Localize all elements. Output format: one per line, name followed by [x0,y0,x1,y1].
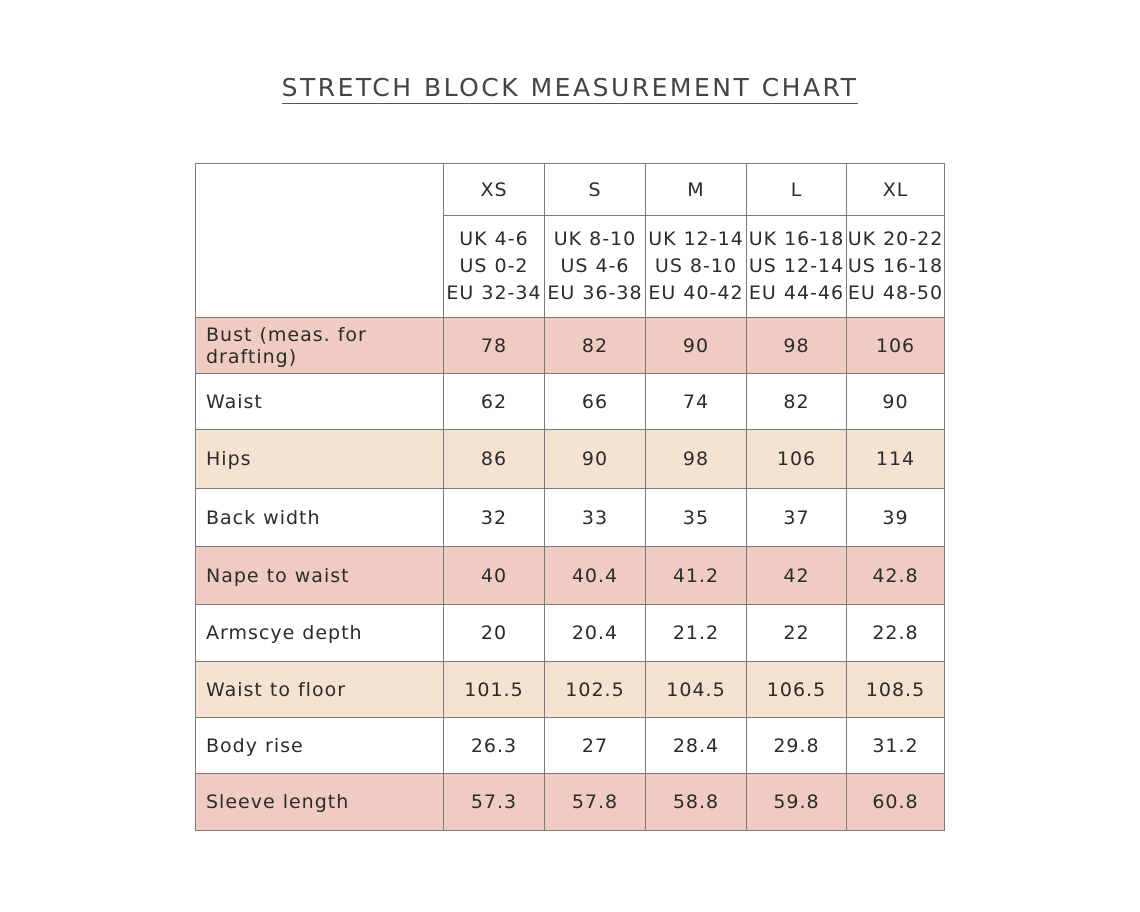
size-conversion-cell [545,216,646,318]
us-size: US 16-18 [847,255,944,277]
measurement-label: Sleeve length [196,774,444,831]
measurement-value: 37 [747,489,847,547]
measurement-row-hips [196,430,945,489]
measurement-row-waist-to-floor [196,662,945,718]
measurement-value: 86 [444,430,545,489]
size-header-row [196,164,945,216]
us-size: US 12-14 [748,255,845,277]
size-conversion-cell [747,216,847,318]
measurement-value: 42.8 [847,547,945,605]
measurement-row-sleeve-length [196,774,945,831]
measurement-value: 106.5 [747,662,847,718]
measurement-value: 21.2 [646,605,747,662]
measurement-value: 57.8 [545,774,646,831]
measurement-value: 31.2 [847,718,945,774]
measurement-value: 90 [545,430,646,489]
eu-size: EU 32-34 [446,282,542,304]
measurement-value: 82 [545,318,646,374]
size-label: XL [847,164,945,216]
measurement-value: 41.2 [646,547,747,605]
measurement-value: 57.3 [444,774,545,831]
measurement-value: 39 [847,489,945,547]
measurement-value: 90 [646,318,747,374]
measurement-value: 40.4 [545,547,646,605]
size-conversion-cell [444,216,545,318]
measurement-value: 20.4 [545,605,646,662]
measurement-value: 90 [847,374,945,430]
measurement-value: 58.8 [646,774,747,831]
measurement-value: 20 [444,605,545,662]
measurement-value: 108.5 [847,662,945,718]
measurement-value: 35 [646,489,747,547]
measurement-value: 32 [444,489,545,547]
size-label: M [646,164,747,216]
size-label: S [545,164,646,216]
uk-size: UK 20-22 [847,228,944,250]
uk-size: UK 16-18 [748,228,845,250]
measurement-value: 26.3 [444,718,545,774]
measurement-label: Armscye depth [196,605,444,662]
measurement-value: 104.5 [646,662,747,718]
measurement-label: Waist to floor [196,662,444,718]
measurement-value: 74 [646,374,747,430]
measurement-label: Bust (meas. for drafting) [196,318,444,374]
measurement-value: 78 [444,318,545,374]
measurement-value: 22.8 [847,605,945,662]
corner-cell [196,216,444,318]
size-conversion-cell [847,216,945,318]
us-size: US 4-6 [560,255,630,277]
measurement-value: 42 [747,547,847,605]
measurement-label: Waist [196,374,444,430]
uk-size: UK 8-10 [553,228,637,250]
uk-size: UK 12-14 [648,228,744,250]
measurement-label: Body rise [196,718,444,774]
measurement-table [195,163,945,831]
measurement-value: 27 [545,718,646,774]
measurement-value: 60.8 [847,774,945,831]
measurement-value: 40 [444,547,545,605]
measurement-value: 106 [747,430,847,489]
size-conversion-row [196,216,945,318]
measurement-label: Nape to waist [196,547,444,605]
measurement-value: 101.5 [444,662,545,718]
measurement-value: 62 [444,374,545,430]
measurement-value: 22 [747,605,847,662]
us-size: US 8-10 [654,255,738,277]
page-title [0,73,1140,102]
measurement-value: 59.8 [747,774,847,831]
measurement-row-waist [196,374,945,430]
measurement-row-bust [196,318,945,374]
measurement-row-body-rise [196,718,945,774]
measurement-value: 66 [545,374,646,430]
size-label: XS [444,164,545,216]
eu-size: EU 48-50 [847,282,944,304]
us-size: US 0-2 [459,255,529,277]
eu-size: EU 44-46 [748,282,845,304]
eu-size: EU 40-42 [648,282,744,304]
measurement-value: 28.4 [646,718,747,774]
corner-cell [196,164,444,216]
uk-size: UK 4-6 [459,228,529,250]
measurement-label: Hips [196,430,444,489]
size-label: L [747,164,847,216]
measurement-value: 106 [847,318,945,374]
measurement-value: 114 [847,430,945,489]
eu-size: EU 36-38 [547,282,643,304]
measurement-value: 33 [545,489,646,547]
measurement-value: 98 [747,318,847,374]
measurement-row-nape-to-waist [196,547,945,605]
measurement-value: 102.5 [545,662,646,718]
measurement-value: 82 [747,374,847,430]
measurement-row-back-width [196,489,945,547]
measurement-row-armscye-depth [196,605,945,662]
measurement-value: 98 [646,430,747,489]
page-title-text: STRETCH BLOCK MEASUREMENT CHART [281,72,859,102]
measurement-value: 29.8 [747,718,847,774]
measurement-label: Back width [196,489,444,547]
size-conversion-cell [646,216,747,318]
